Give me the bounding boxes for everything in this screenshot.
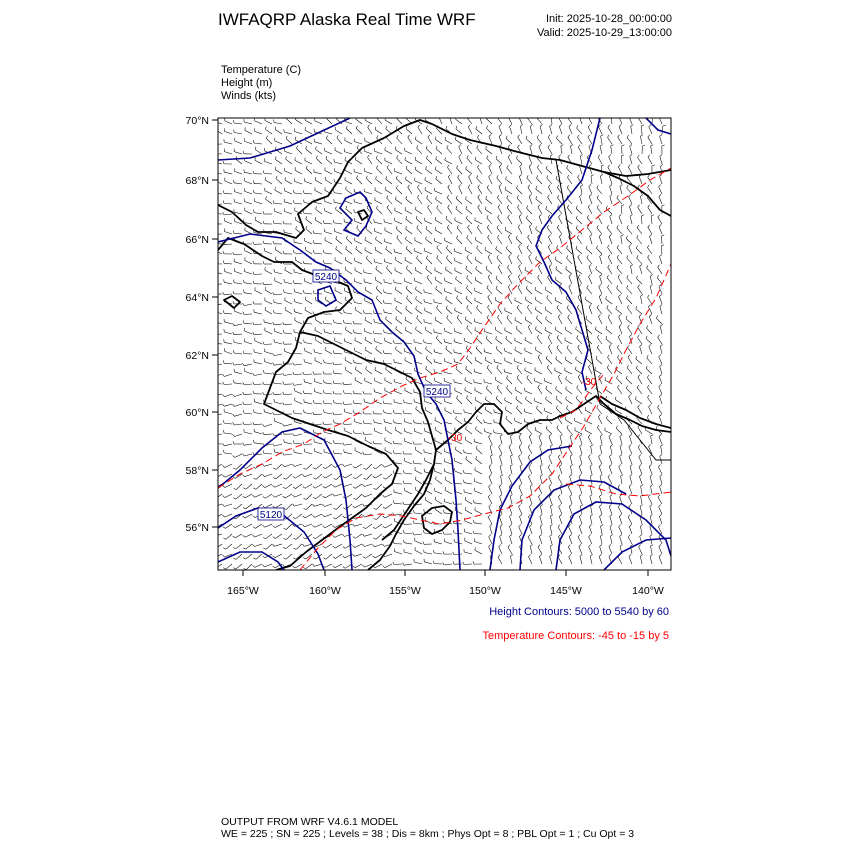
temperature-contour-legend: Temperature Contours: -45 to -15 by 5 xyxy=(482,630,669,642)
height-label: 5240 xyxy=(425,387,449,398)
temperature-contours xyxy=(218,168,671,570)
lat-tick-label: 66°N xyxy=(185,234,209,246)
lat-tick-label: 70°N xyxy=(185,115,209,127)
lat-tick-label: 60°N xyxy=(185,407,209,419)
temperature-label: -30 xyxy=(447,433,463,444)
field-label-temperature: Temperature (C) xyxy=(221,64,302,76)
model-footer-line1: OUTPUT FROM WRF V4.6.1 MODEL xyxy=(221,816,399,828)
lat-tick-label: 58°N xyxy=(185,465,209,477)
lat-tick-label: 56°N xyxy=(185,522,209,534)
lon-tick-label: 160°W xyxy=(309,585,341,597)
lon-tick-label: 155°W xyxy=(389,585,421,597)
valid-time: Valid: 2025-10-29_13:00:00 xyxy=(537,27,672,39)
init-time: Init: 2025-10-28_00:00:00 xyxy=(546,13,672,25)
height-label: 5120 xyxy=(259,510,283,521)
lon-tick-label: 140°W xyxy=(632,585,664,597)
lat-tick-label: 64°N xyxy=(185,292,209,304)
political-boundaries xyxy=(556,160,671,460)
longitude-axis xyxy=(243,570,648,576)
model-footer-line2: WE = 225 ; SN = 225 ; Levels = 38 ; Dis = 8km ; Phys Opt = 8 ; PBL Opt = 1 ; Cu Opt = 3 xyxy=(221,828,635,840)
lon-tick-label: 145°W xyxy=(550,585,582,597)
lon-tick-label: 150°W xyxy=(469,585,501,597)
temperature-label: -30 xyxy=(581,377,597,388)
latitude-axis xyxy=(212,120,218,527)
height-label: 5240 xyxy=(314,272,338,283)
lat-tick-label: 68°N xyxy=(185,175,209,187)
map-title: IWFAQRP Alaska Real Time WRF xyxy=(218,10,476,29)
lat-tick-label: 62°N xyxy=(185,350,209,362)
field-label-winds: Winds (kts) xyxy=(221,90,276,102)
lon-tick-label: 165°W xyxy=(227,585,259,597)
field-label-height: Height (m) xyxy=(221,77,273,89)
height-contour-legend: Height Contours: 5000 to 5540 by 60 xyxy=(489,606,669,618)
